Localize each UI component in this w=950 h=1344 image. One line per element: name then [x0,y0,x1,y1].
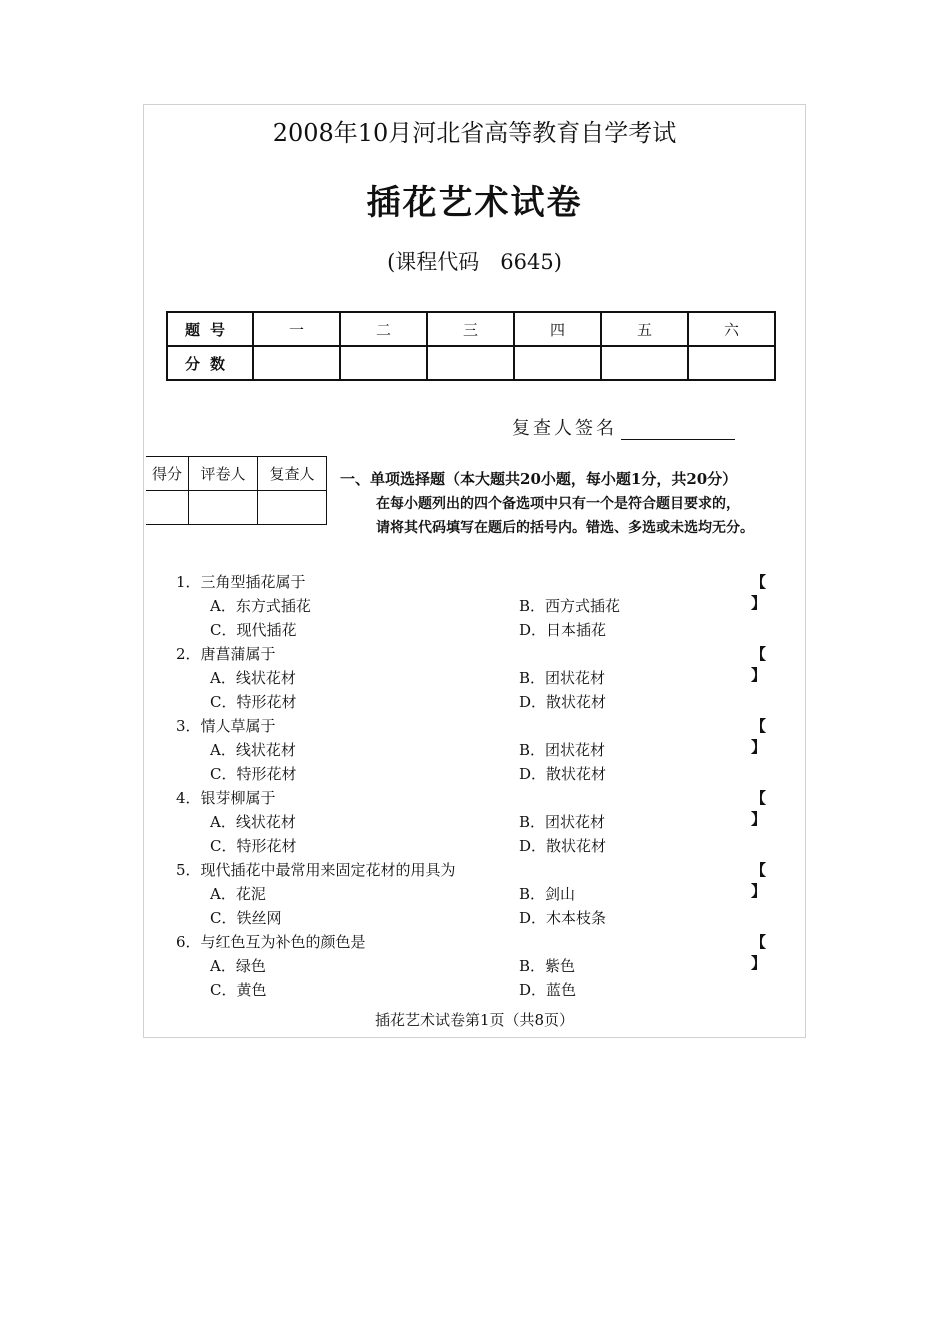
option-a: A．线状花材 [210,669,296,687]
paper-title: 插花艺术试卷 [366,183,583,223]
option-row [144,883,805,907]
question-stem: 5．现代插花中最常用来固定花材的用具为 [176,861,456,879]
option-d: D．散状花材 [519,837,607,855]
option-c: C．特形花材 [210,693,297,711]
option-row [144,835,805,859]
option-c: C．特形花材 [210,837,297,855]
option-row [144,667,805,691]
option-b: B．团状花材 [519,741,606,759]
score-table-value-row [167,346,775,380]
grader-marker-label: 评卷人 [189,457,258,491]
score-cell[interactable] [253,346,340,380]
page-footer: 插花艺术试卷第1页（共8页） [374,1011,575,1029]
score-label: 分数 [167,346,253,380]
signature-line[interactable] [621,421,735,440]
option-row [144,811,805,835]
grader-value-row [146,491,327,525]
option-row [144,595,805,619]
option-b: B．团状花材 [519,813,606,831]
option-b: B．紫色 [519,957,576,975]
option-b: B．团状花材 [519,669,606,687]
option-d: D．散状花材 [519,765,607,783]
score-cell[interactable] [514,346,601,380]
score-table [166,311,776,381]
option-d: D．散状花材 [519,693,607,711]
option-a: A．绿色 [210,957,266,975]
question-stem: 3．情人草属于 [176,717,276,735]
answer-bracket[interactable]: 【 】 [751,789,795,828]
answer-bracket[interactable]: 【 】 [751,933,795,972]
option-row [144,955,805,979]
question-stem: 4．银芽柳属于 [176,789,276,807]
score-cell[interactable] [340,346,427,380]
question-stem: 1．三角型插花属于 [176,573,306,591]
answer-bracket[interactable]: 【 】 [751,861,795,900]
answer-bracket[interactable]: 【 】 [751,717,795,756]
reviewer-signature-label: 复查人签名 [512,418,617,439]
score-column-1: 一 [253,312,340,346]
score-cell[interactable] [427,346,514,380]
course-code: (课程代码 6645) [387,250,562,274]
option-row [144,619,805,643]
question-number-label: 题号 [167,312,253,346]
exam-header: 2008年10月河北省高等教育自学考试 [272,119,677,147]
option-c: C．特形花材 [210,765,297,783]
section-instruction: 请将其代码填写在题后的括号内。错选、多选或未选均无分。 [376,520,754,536]
option-a: A．花泥 [210,885,266,903]
option-d: D．日本插花 [519,621,607,639]
score-column-6: 六 [688,312,775,346]
option-row [144,739,805,763]
option-b: B．西方式插花 [519,597,621,615]
grader-header-row [146,457,327,491]
score-cell[interactable] [688,346,775,380]
question-stem: 2．唐菖蒲属于 [176,645,276,663]
reviewer-signature [512,414,735,440]
option-d: D．木本枝条 [519,909,607,927]
grader-score-label: 得分 [146,457,189,491]
section-instruction: 在每小题列出的四个备选项中只有一个是符合题目要求的， [376,496,740,512]
score-column-5: 五 [601,312,688,346]
grader-reviewer-label: 复查人 [258,457,327,491]
grader-table [146,456,327,525]
section-heading-block [340,468,805,537]
option-c: C．黄色 [210,981,267,999]
score-cell[interactable] [601,346,688,380]
section-heading: 一、单项选择题（本大题共20小题，每小题1分，共20分） [340,470,738,488]
option-d: D．蓝色 [519,981,577,999]
grader-cell[interactable] [189,491,258,525]
option-c: C．现代插花 [210,621,297,639]
option-row [144,691,805,715]
option-a: A．线状花材 [210,813,296,831]
option-b: B．剑山 [519,885,576,903]
option-a: A．线状花材 [210,741,296,759]
option-row [144,763,805,787]
score-column-3: 三 [427,312,514,346]
option-a: A．东方式插花 [210,597,311,615]
question-stem: 6．与红色互为补色的颜色是 [176,933,366,951]
answer-bracket[interactable]: 【 】 [751,573,795,612]
grader-cell[interactable] [146,491,189,525]
answer-bracket[interactable]: 【 】 [751,645,795,684]
grader-cell[interactable] [258,491,327,525]
exam-page [143,104,806,1038]
option-c: C．铁丝网 [210,909,282,927]
score-column-2: 二 [340,312,427,346]
option-row [144,907,805,931]
option-row [144,979,805,1003]
score-table-header-row [167,312,775,346]
score-column-4: 四 [514,312,601,346]
